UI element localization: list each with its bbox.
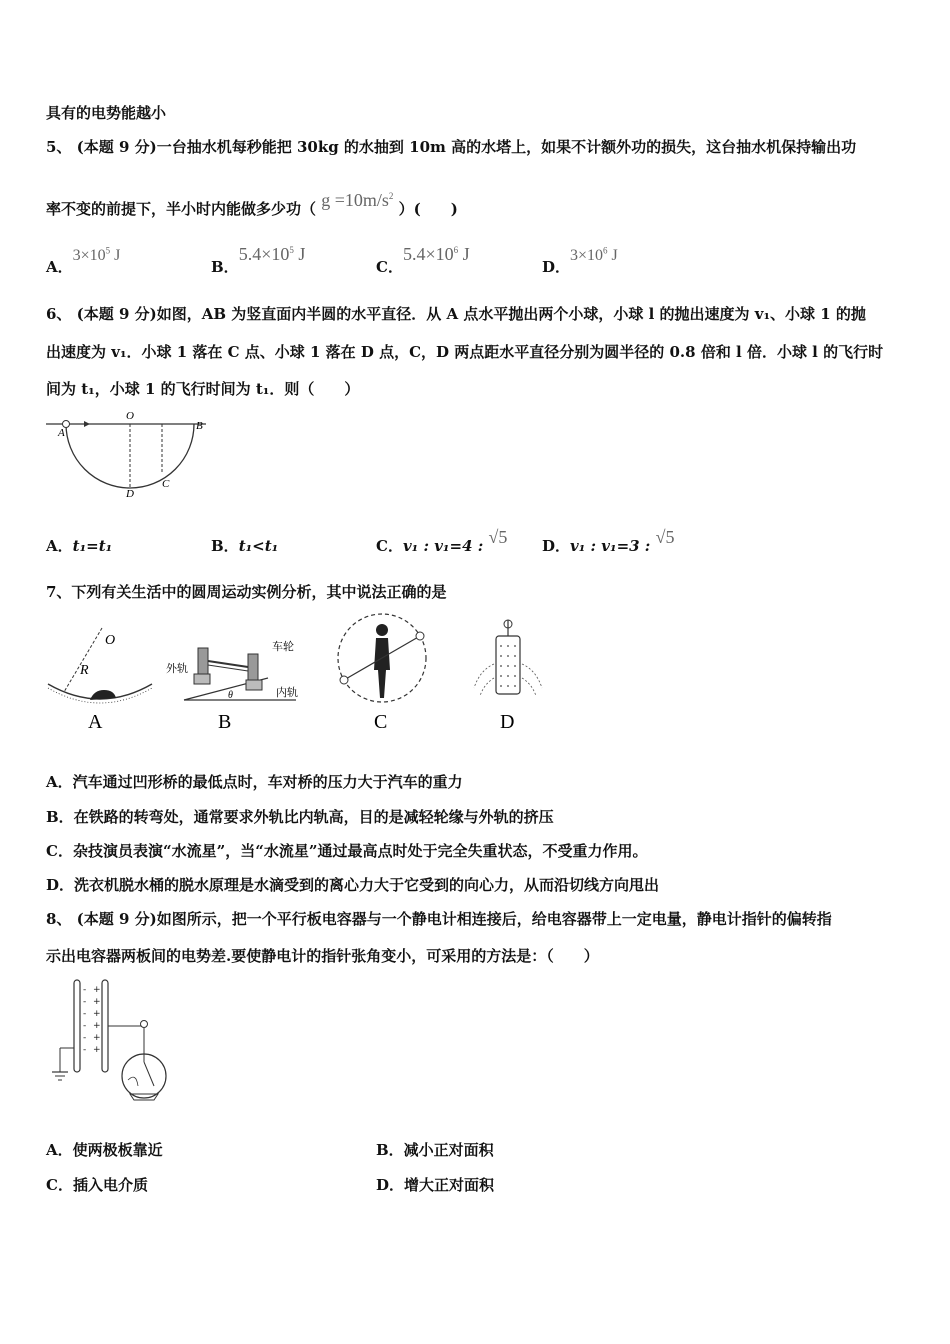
svg-text:+: + xyxy=(93,1033,101,1043)
q6-fig-label-c: C xyxy=(162,478,170,490)
q8-capacitor-electrometer-figure xyxy=(44,976,184,1106)
q7-option-d[interactable]: D．洗衣机脱水桶的脱水原理是水滴受到的离心力大于它受到的向心力，从而沿切线方向甩出 xyxy=(46,876,660,894)
q7-fig-caption-b: B xyxy=(218,711,232,733)
q5-option-d[interactable]: D．$3\times 10^6$ J xyxy=(542,245,618,276)
q5-option-c[interactable]: C．$5.4\times 10^6$ J xyxy=(376,244,470,276)
q7-fig-caption-d: D xyxy=(500,711,515,733)
q6-stem-line2: 出速度为 v₁．小球 1 落在 C 点、小球 1 落在 D 点，C，D 两点距水平直径分别为圆半径的 0.8 倍和 l 倍．小球 l 的飞行时 xyxy=(46,343,884,361)
q5-option-a[interactable]: A．$3\times 10^5$ J xyxy=(46,245,121,276)
q6-option-a[interactable]: A．t₁=t₁ xyxy=(46,537,113,555)
q7-option-b[interactable]: B．在铁路的转弯处，通常要求外轨比内轨高，目的是减轻轮缘与外轨的挤压 xyxy=(46,808,554,826)
q7-figure-d xyxy=(468,614,548,734)
q8-option-a[interactable]: A．使两极板靠近 xyxy=(46,1141,163,1159)
q6-fig-label-b: B xyxy=(196,420,203,432)
q6-fig-label-d: D xyxy=(126,488,134,500)
svg-text:-: - xyxy=(83,1033,87,1043)
q8-option-c[interactable]: C．插入电介质 xyxy=(46,1176,148,1194)
q6-stem-line3: 间为 t₁，小球 1 的飞行时间为 t₁．则（ ） xyxy=(46,380,360,398)
svg-text:+: + xyxy=(93,997,101,1007)
q6-semicircle-figure xyxy=(44,408,214,500)
q6-option-c[interactable]: C．v₁ : v₁=4 : √5 xyxy=(376,527,508,555)
svg-text:+: + xyxy=(93,1045,101,1055)
q5-option-b[interactable]: B．$5.4\times 10^5$ J xyxy=(211,244,306,276)
q5-stem-line2-a: 率不变的前提下，半小时内能做多少功（ xyxy=(46,200,317,218)
svg-text:+: + xyxy=(93,1021,101,1031)
svg-text:-: - xyxy=(83,1009,87,1019)
svg-text:-: - xyxy=(83,1021,87,1031)
q7-fig-label-r: R xyxy=(80,663,89,678)
q8-stem-line1: 8、 (本题 9 分)如图所示，把一个平行板电容器与一个静电计相连接后，给电容器带上一定电量，静电计指针的偏转指 xyxy=(46,910,832,928)
q7-option-a[interactable]: A．汽车通过凹形桥的最低点时，车对桥的压力大于汽车的重力 xyxy=(46,773,463,791)
q7-stem: 7、下列有关生活中的圆周运动实例分析，其中说法正确的是 xyxy=(46,583,447,601)
q7-fig-caption-c: C xyxy=(374,711,388,733)
q7-fig-label-inner-rail: 内轨 xyxy=(276,686,298,699)
q7-fig-label-theta: θ xyxy=(228,690,233,701)
svg-text:-: - xyxy=(83,997,87,1007)
q7-fig-label-wheel: 车轮 xyxy=(272,640,294,653)
q8-option-d[interactable]: D．增大正对面积 xyxy=(376,1176,495,1194)
svg-text:+: + xyxy=(93,1009,101,1019)
q7-figure-a xyxy=(44,622,156,734)
q8-option-b[interactable]: B．减小正对面积 xyxy=(376,1141,494,1159)
q7-figure-c xyxy=(332,610,432,734)
q7-option-c[interactable]: C．杂技演员表演“水流星”，当“水流星”通过最高点时处于完全失重状态，不受重力作用。 xyxy=(46,842,648,860)
q7-figure-b xyxy=(164,632,304,734)
q5-stem-line1: 5、 (本题 9 分)一台抽水机每秒能把 30kg 的水抽到 10m 高的水塔上，如果不计额外功的损失，这台抽水机保持输出功 xyxy=(46,138,857,156)
q6-option-d[interactable]: D．v₁ : v₁=3 : √5 xyxy=(542,527,675,555)
q8-stem-line2: 示出电容器两板间的电势差.要使静电计的指针张角变小，可采用的方法是：（ ） xyxy=(46,947,599,965)
svg-text:-: - xyxy=(83,1045,87,1055)
q6-fig-label-a: A xyxy=(58,427,65,439)
q6-fig-label-o: O xyxy=(126,410,134,422)
svg-text:+: + xyxy=(93,985,101,995)
q6-stem-line1: 6、 (本题 9 分)如图，AB 为竖直面内半圆的水平直径．从 A 点水平抛出两个小球，小球 l 的抛出速度为 v₁、小球 1 的抛 xyxy=(46,305,866,323)
q5-stem-line2 xyxy=(46,190,458,219)
q7-fig-caption-a: A xyxy=(88,711,103,733)
q5-g-value: $g =10m/s^2$ xyxy=(321,190,394,210)
q5-stem-line2-b: ）( ) xyxy=(398,200,458,218)
svg-text:-: - xyxy=(83,985,87,995)
q6-option-b[interactable]: B．t₁<t₁ xyxy=(211,537,279,555)
q7-fig-label-outer-rail: 外轨 xyxy=(166,662,188,675)
q7-fig-label-o: O xyxy=(105,633,116,648)
prev-question-tail: 具有的电势能越小 xyxy=(46,104,167,122)
